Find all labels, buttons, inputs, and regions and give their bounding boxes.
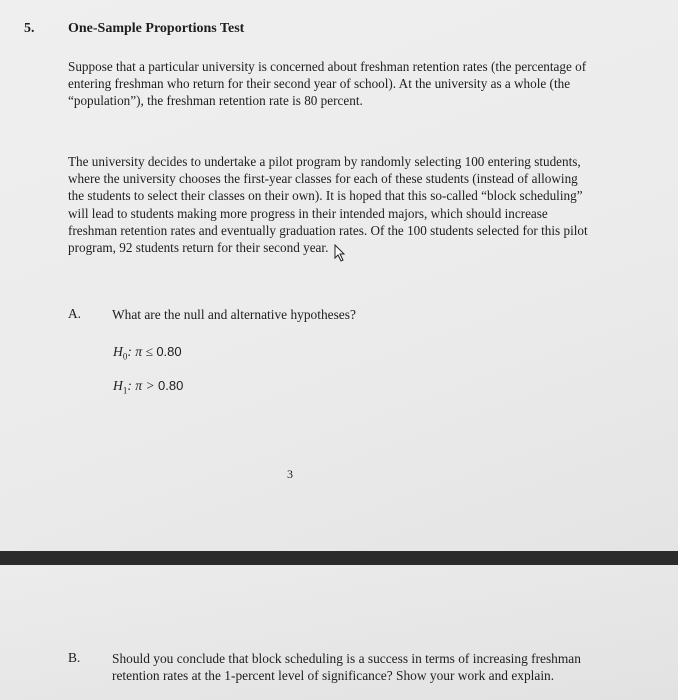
h0-subscript: 0: [122, 351, 128, 362]
scenario-paragraph-1: Suppose that a particular university is concerned about freshman retention rates (the percentage of entering freshman who return for their second year of school). At the university as a whole (the “population”), the freshman retention rate is 80 percent.: [68, 59, 587, 109]
alternative-hypothesis: [113, 378, 183, 396]
h0-symbol: H: [113, 344, 123, 359]
h1-subscript: 1: [122, 385, 128, 396]
page-gap: [0, 551, 678, 565]
part-b-label: B.: [68, 650, 81, 665]
question-number: 5.: [24, 21, 35, 36]
worksheet-page-next: [0, 565, 678, 700]
mouse-pointer-icon: [334, 244, 346, 262]
part-a-label: A.: [68, 306, 82, 321]
h1-relation: : π >: [127, 378, 159, 393]
h0-relation: : π ≤: [127, 344, 157, 359]
h0-value: 0.80: [156, 344, 182, 359]
question-title: One-Sample Proportions Test: [68, 21, 245, 36]
part-b-question: Should you conclude that block scheduling is a success in terms of increasing freshman retention rates at the 1-percent level of significance? Show your work and explain.: [112, 651, 581, 684]
part-a-question: What are the null and alternative hypotheses?: [112, 307, 356, 322]
page-number: 3: [287, 467, 293, 481]
null-hypothesis: [113, 344, 182, 362]
scenario-paragraph-2: The university decides to undertake a pilot program by randomly selecting 100 entering students, where the university chooses the first-year classes for each of these students (instead of allowing the students to select their classes on their own). It is hoped that this so-called “block scheduling” will lead to students making more progress in their intended majors, which should increase freshman retention rates and eventually graduation rates. Of the 100 students selected for this pilot program, 92 students return for their second year.: [68, 154, 588, 256]
h1-value: 0.80: [158, 378, 184, 393]
h1-symbol: H: [113, 378, 123, 393]
